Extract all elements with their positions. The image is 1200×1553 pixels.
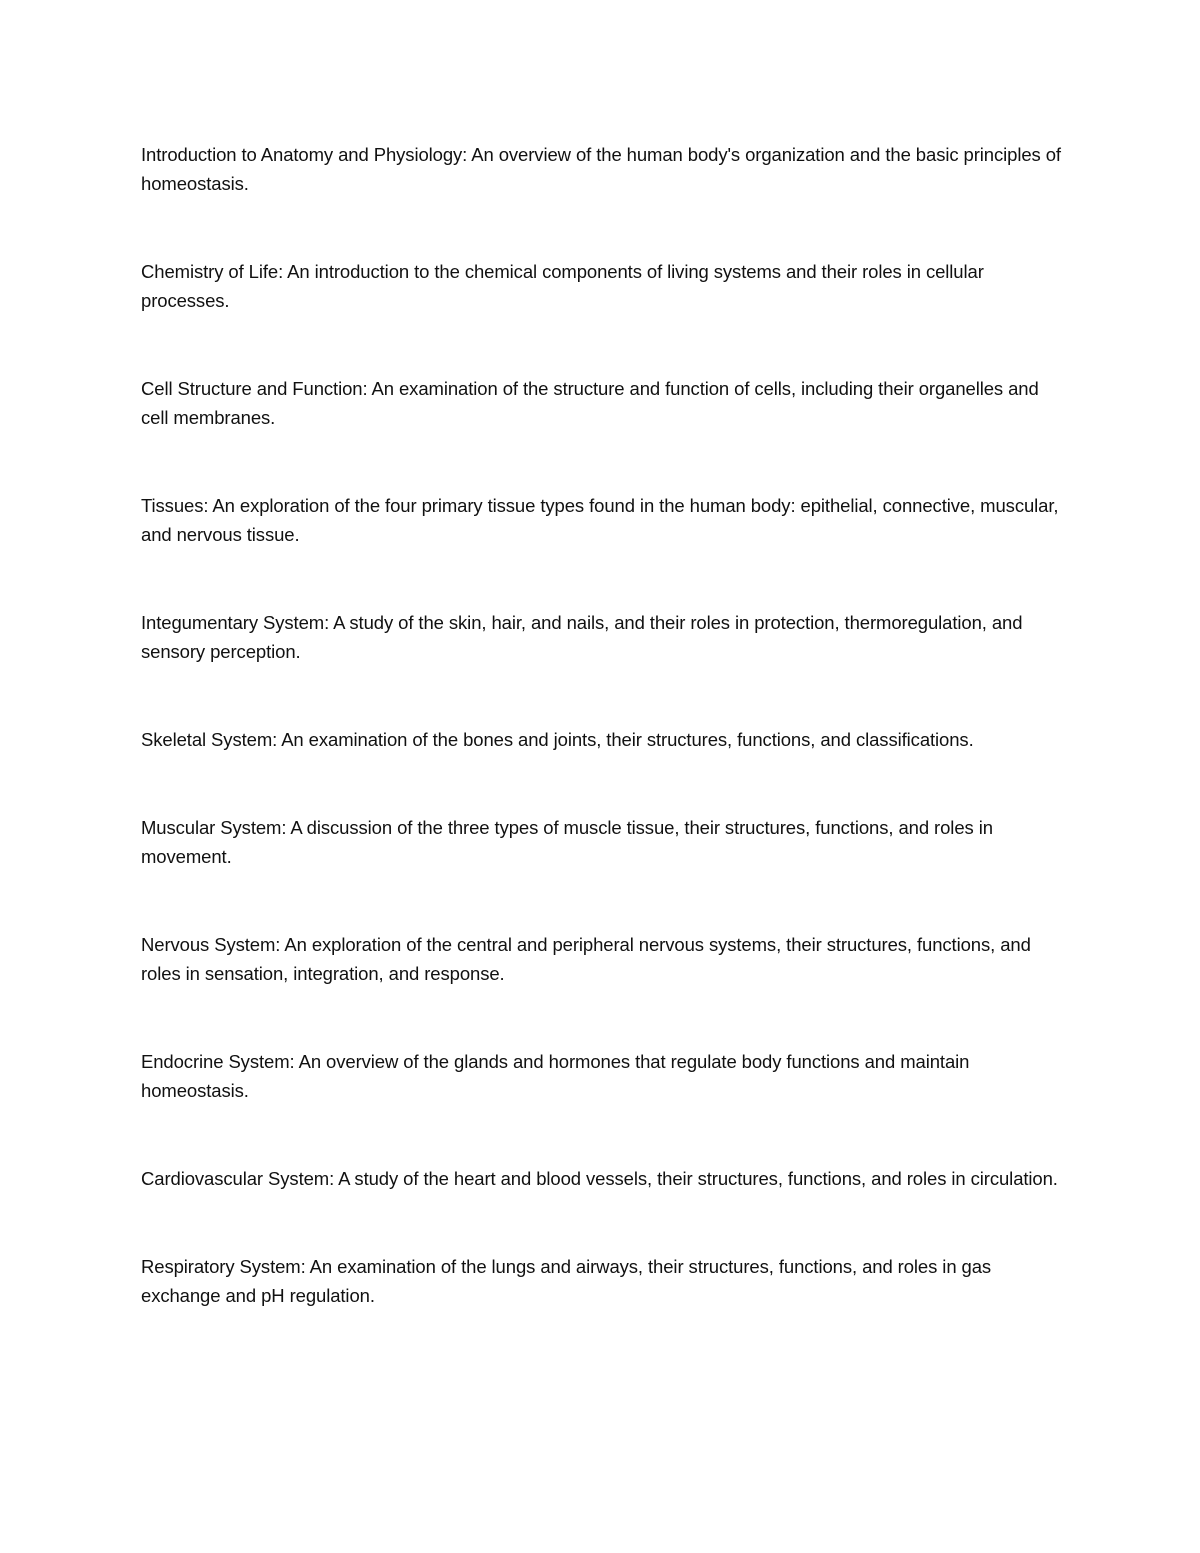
paragraph-muscular-system: Muscular System: A discussion of the three types of muscle tissue, their structures, functions, and roles in movement. [141, 817, 993, 867]
paragraph-chemistry-of-life: Chemistry of Life: An introduction to the chemical components of living systems and their roles in cellular processes. [141, 261, 984, 311]
paragraph-nervous-system: Nervous System: An exploration of the central and peripheral nervous systems, their structures, functions, and roles in sensation, integration, and response. [141, 934, 1031, 984]
paragraph-anatomy-physiology: Introduction to Anatomy and Physiology: An overview of the human body's organization and the basic principles of homeostasis. [141, 144, 1061, 194]
paragraph-tissues: Tissues: An exploration of the four primary tissue types found in the human body: epithelial, connective, muscular, and nervous tissue. [141, 495, 1059, 545]
paragraph-respiratory-system: Respiratory System: An examination of the lungs and airways, their structures, functions, and roles in gas exchange and pH regulation. [141, 1256, 992, 1306]
paragraph-skeletal-system: Skeletal System: An examination of the bones and joints, their structures, functions, and classifications. [141, 729, 974, 750]
paragraph-cardiovascular-system: Cardiovascular System: A study of the heart and blood vessels, their structures, functions, and roles in circulation. [141, 1168, 1058, 1189]
paragraph-integumentary-system: Integumentary System: A study of the skin, hair, and nails, and their roles in protection, thermoregulation, and sensory perception. [141, 612, 1023, 662]
document-body [141, 140, 1071, 1369]
paragraph-endocrine-system: Endocrine System: An overview of the glands and hormones that regulate body functions and maintain homeostasis. [141, 1051, 970, 1101]
paragraph-cell-structure: Cell Structure and Function: An examination of the structure and function of cells, including their organelles and cell membranes. [141, 378, 1039, 428]
